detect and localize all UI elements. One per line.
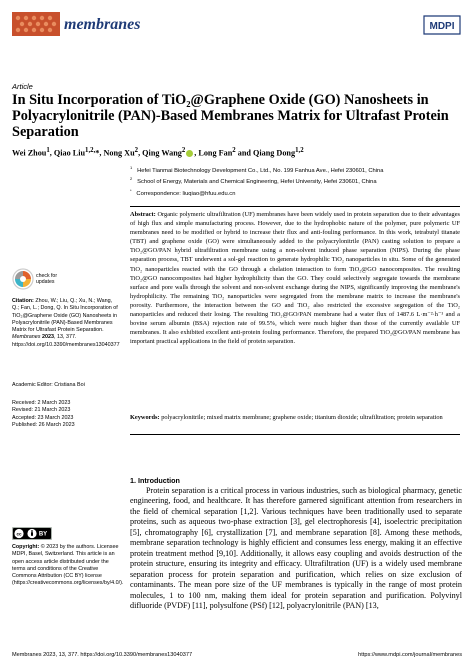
correspondence[interactable]: * Correspondence: liuqiao@hfuu.edu.cn	[130, 187, 236, 197]
author[interactable]: Qiao Liu	[53, 148, 86, 158]
section-heading: 1. Introduction	[130, 476, 180, 485]
page-footer	[12, 652, 462, 658]
journal-logo-icon	[12, 12, 60, 36]
footer-citation[interactable]: Membranes 2023, 13, 377. https://doi.org/10.3390/membranes13040377	[12, 652, 193, 658]
svg-text:cc: cc	[16, 531, 22, 537]
citation-block: Citation: Zhou, W.; Liu, Q.; Xu, N.; Wang, Q.; Fan, L.; Dong, Q. In Situ Incorporation of TiO₂@Graphene Oxide (GO) Nanosheets in Polyacrylonitrile (PAN)-Based Membranes Matrix for Ultrafast Protein Separation. Membranes 2023, 13, 377. https://doi.org/10.3390/membranes13040377	[12, 298, 120, 348]
orcid-icon[interactable]	[186, 150, 193, 157]
article-title: In Situ Incorporation of TiO₂@Graphene Oxide (GO) Nanosheets in Polyacrylonitrile (PAN)-Based Membranes Matrix for Ultrafast Protein Separation	[12, 92, 449, 140]
author[interactable]: Wei Zhou	[12, 148, 47, 158]
divider	[130, 434, 460, 435]
author[interactable]: Nong Xu	[103, 148, 135, 158]
dates-block: Received: 2 March 2023 Revised: 21 March 2023 Accepted: 23 March 2023 Published: 26 March 2023	[12, 400, 75, 428]
academic-editor: Academic Editor: Cristiana Boi	[12, 382, 85, 388]
cc-by-license-icon[interactable]	[12, 527, 52, 540]
check-updates-label[interactable]: check for updates	[36, 273, 58, 285]
author[interactable]: Long Fan	[198, 148, 233, 158]
affiliation-item: $^1$ Hefei Tianmai Biotechnology Development Co., Ltd., No. 199 Fanhua Ave., Hefei 230601, China	[130, 165, 384, 174]
author[interactable]: Qing Wang	[142, 148, 182, 158]
mdpi-logo-icon	[422, 14, 462, 36]
svg-text:BY: BY	[38, 531, 48, 538]
intro-paragraph: Protein separation is a critical process in various industries, such as biological pharmacy, genetic engineering, food, and healthcare. It has therefore garnered significant attention from researchers in the field of chemical separation [1,2]. Various techniques have been traditionally used to separate proteins, such as aqueous two-phase extraction [3], gel electrophoresis [4], isoelectric precipitation [5], chromatography [6], crystallization [7], and membrane separation [8]. Among these methods, membrane separation technology is highly efficient and consumes less energy, making it an effective protein treatment method [9,10]. Additionally, it allows easy coupling and avoids destruction of the protein structure, ensuring its integrity and efficacy. Ultrafiltration (UF) is a widely used membrane separation process for protein separation and purification, which relies on size exclusion of contaminants. The mean pore size of the UF membranes is typically in the range of most protein molecules, 1 to 100 nm, making them ideal for protein separation and purification. Polyvinyl difluoride (PVDF) [11], polysulfone (PSf) [12], polyacrylonitrile (PAN) [13,	[130, 486, 462, 610]
journal-name: membranes	[64, 16, 141, 33]
check-for-updates-icon[interactable]	[12, 268, 34, 290]
keywords: Keywords: polyacrylonitrile; mixed matrix membrane; graphene oxide; titanium dioxide; ultrafiltration; protein separation	[130, 414, 443, 421]
publisher-name: MDPI	[429, 21, 455, 32]
page-header	[12, 10, 462, 40]
author[interactable]: Qiang Dong	[252, 148, 296, 158]
copyright-block: Copyright: © 2023 by the authors. Licensee MDPI, Basel, Switzerland. This article is an open access article distributed under the terms and conditions of the Creative Commons Attribution (CC BY) license (https://creativecommons.org/licenses/by/4.0/).	[12, 544, 124, 587]
affiliations	[130, 164, 460, 198]
footer-journal-link[interactable]: https://www.mdpi.com/journal/membranes	[358, 652, 462, 658]
divider	[130, 206, 460, 207]
article-type: Article	[12, 82, 33, 91]
affiliation-item: $^2$ School of Energy, Materials and Chemical Engineering, Hefei University, Hefei 230601, China	[130, 176, 377, 186]
abstract: Abstract: Organic polymeric ultrafiltration (UF) membranes have been widely used in protein separation due to their advantages of high flux and simple manufacturing process. However, due to the hydrophobic nature of the polymer, pure polymeric UF membranes need to be modified or hybrid to increase their flux and anti-fouling performance. In this work, tetrabutyl titanate (TBT) and graphene oxide (GO) were simultaneously added to the polyacrylonitrile (PAN) casting solution to prepare a TiO₂@GO/PAN hybrid ultrafiltration membrane using a non-solvent induced phase separation (NIPS). During the phase separation process, TBT underwent a sol-gel reaction to generate hydrophilic TiO₂ nanoparticles in situ. Some of the generated TiO₂ nanoparticles reacted with the GO through a chelation interaction to form TiO₂@GO nanocomposites. The resulting TiO₂@GO nanocomposites had higher hydrophilicity than the GO. They could selectively segregate towards the membrane surface and pore walls through the solvent and non-solvent exchange during the NIPS, significantly improving the membrane's hydrophilicity. The remaining TiO₂ nanoparticles were segregated from the membrane matrix to increase the membrane's porosity. Furthermore, the interaction between the GO and TiO₂ also restricted the excessive segregation of the TiO₂ nanoparticles and reduced their losing. The resulting TiO₂@GO/PAN membrane had a water flux of 1487.6 L·m⁻²·h⁻¹ and a bovine serum albumin (BSA) rejection rate of 99.5%, which were much higher than those of the currently available UF membranes. It also exhibited excellent anti-protein fouling performance. Therefore, the prepared TiO₂@GO/PAN membrane has important practical applications in the field of protein separation.	[130, 211, 460, 346]
author-list: Wei Zhou$^1$, Qiao Liu$^{1,2,}$*, Nong Xu$^2$, Qing Wang$^2$ , Long Fan$^2$ and Qiang Dong$^{1,2}$	[12, 147, 304, 158]
